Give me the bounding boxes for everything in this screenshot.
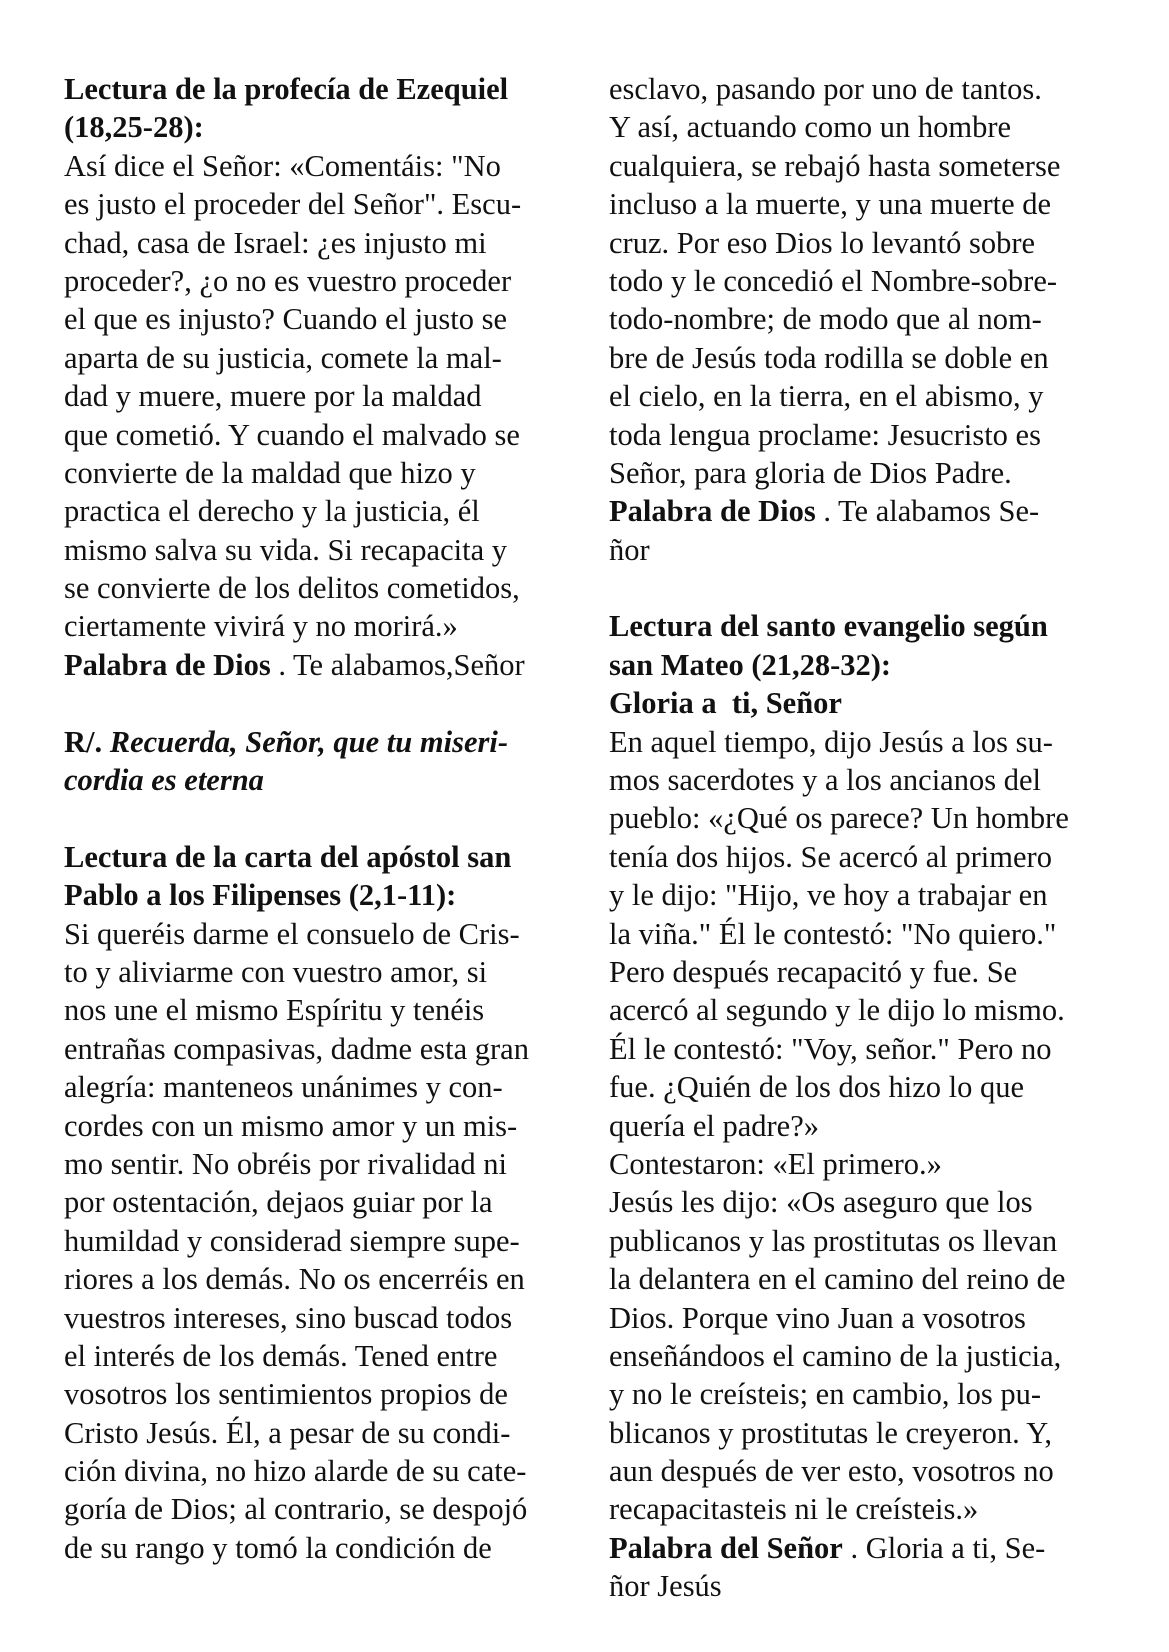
gospel-title-line: san Mateo (21,28-32): bbox=[609, 647, 892, 682]
gospel-body-line: tenía dos hijos. Se acercó al primero bbox=[609, 839, 1052, 874]
reading2-body-line: incluso a la muerte, y una muerte de bbox=[609, 187, 1052, 222]
reading1-body-line: el que es injusto? Cuando el justo se bbox=[64, 302, 508, 337]
reading2-body-line: Y así, actuando como un hombre bbox=[609, 110, 1012, 145]
reading1-body-line: se convierte de los delitos cometidos, bbox=[64, 571, 520, 606]
gospel-body-line: quería el padre?» bbox=[609, 1108, 819, 1143]
psalm-line bbox=[64, 761, 604, 799]
reading2-body-line: de su rango y tomó la condición de bbox=[64, 1530, 492, 1565]
left-column bbox=[64, 70, 604, 1567]
reading2-body-line: toda lengua proclame: Jesucristo es bbox=[609, 417, 1041, 452]
reading2-body-line: el interés de los demás. Tened entre bbox=[64, 1338, 498, 1373]
reading1-body-line: ciertamente vivirá y no morirá.» bbox=[64, 609, 458, 644]
reading1-title-line: Lectura de la profecía de Ezequiel bbox=[64, 72, 509, 106]
gospel-body-line: acercó al segundo y le dijo lo mismo. bbox=[609, 993, 1065, 1028]
gospel-body-line: fue. ¿Quién de los dos hizo lo que bbox=[609, 1070, 1025, 1105]
gospel-body-line: publicanos y las prostitutas os llevan bbox=[609, 1223, 1058, 1258]
reading2-body-line: to y aliviarme con vuestro amor, si bbox=[64, 954, 488, 989]
reading2-body-line: ción divina, no hizo alarde de su cate- bbox=[64, 1454, 527, 1489]
reading2-closing-line2: ñor bbox=[609, 532, 650, 567]
reading2-body-line: por ostentación, dejaos guiar por la bbox=[64, 1185, 493, 1220]
gospel-body-line: Contestaron: «El primero.» bbox=[609, 1146, 942, 1181]
reading1-body-line: proceder?, ¿o no es vuestro proceder bbox=[64, 263, 512, 298]
gospel-body-line: Jesús les dijo: «Os aseguro que los bbox=[609, 1185, 1033, 1220]
spacer bbox=[64, 799, 604, 837]
reading1-body-line: dad y muere, muere por la maldad bbox=[64, 379, 482, 414]
psalm-text: Recuerda, Señor, que tu miseri- bbox=[102, 724, 508, 759]
reading2-body-line: todo-nombre; de modo que al nom- bbox=[609, 302, 1042, 337]
reading1-body-line: mismo salva su vida. Si recapacita y bbox=[64, 532, 507, 567]
reading1-closing bbox=[64, 646, 604, 684]
gospel-body-line: aun después de ver esto, vosotros no bbox=[609, 1454, 1054, 1489]
reading2 bbox=[64, 838, 604, 1567]
spacer bbox=[64, 684, 604, 722]
reading1-title-line: (18,25-28): bbox=[64, 110, 204, 145]
reading2-body-line: goría de Dios; al contrario, se despojó bbox=[64, 1492, 528, 1527]
psalm-prefix: R/. bbox=[64, 724, 103, 759]
reading2-body-line: nos une el mismo Espíritu y tenéis bbox=[64, 993, 485, 1028]
reading1-closing-bold: Palabra de Dios bbox=[64, 647, 271, 682]
reading2-body-line: alegría: manteneos unánimes y con- bbox=[64, 1070, 503, 1105]
reading2-body-line: todo y le concedió el Nombre-sobre- bbox=[609, 263, 1058, 298]
reading1-body-line: aparta de su justicia, comete la mal- bbox=[64, 340, 502, 375]
gospel-body-line: Dios. Porque vino Juan a vosotros bbox=[609, 1300, 1026, 1335]
gospel-body-line: blicanos y prostitutas le creyeron. Y, bbox=[609, 1415, 1052, 1450]
reading2-body-line: humildad y considerad siempre supe- bbox=[64, 1223, 520, 1258]
reading2-body-line: mo sentir. No obréis por rivalidad ni bbox=[64, 1146, 508, 1181]
gospel-closing-bold: Palabra del Señor bbox=[609, 1530, 843, 1565]
gospel-body-line: En aquel tiempo, dijo Jesús a los su- bbox=[609, 724, 1053, 759]
reading2-body-line: el cielo, en la tierra, en el abismo, y bbox=[609, 379, 1044, 414]
gospel-closing-line2: ñor Jesús bbox=[609, 1569, 722, 1604]
gospel-body-line: y no le creísteis; en cambio, los pu- bbox=[609, 1377, 1041, 1412]
reading2-closing bbox=[609, 492, 1124, 530]
gospel-body-line: mos sacerdotes y a los ancianos del bbox=[609, 763, 1041, 798]
gospel-acclamation: Gloria a ti, Señor bbox=[609, 686, 842, 721]
reading2-body-line: cordes con un mismo amor y un mis- bbox=[64, 1108, 518, 1143]
reading2-body-line: vuestros intereses, sino buscad todos bbox=[64, 1300, 513, 1335]
reading1-body-line: que cometió. Y cuando el malvado se bbox=[64, 417, 520, 452]
reading2-body-line: esclavo, pasando por uno de tantos. bbox=[609, 72, 1042, 106]
reading2-body-line: cualquiera, se rebajó hasta someterse bbox=[609, 148, 1061, 183]
gospel-body-line: Él le contestó: "Voy, señor." Pero no bbox=[609, 1031, 1052, 1066]
gospel-body-line: la delantera en el camino del reino de bbox=[609, 1262, 1066, 1297]
reading2-closing-response: . Te alabamos Se- bbox=[815, 494, 1040, 529]
reading1-body-line: es justo el proceder del Señor". Escu- bbox=[64, 187, 522, 222]
gospel-closing bbox=[609, 1529, 1124, 1567]
reading1-body-line: Así dice el Señor: «Comentáis: "No bbox=[64, 148, 501, 183]
reading2-body-line: Si queréis darme el consuelo de Cris- bbox=[64, 916, 520, 951]
gospel-body-line: enseñándoos el camino de la justicia, bbox=[609, 1338, 1062, 1373]
reading1-closing-response: . Te alabamos,Señor bbox=[270, 647, 525, 682]
reading2-body-line: bre de Jesús toda rodilla se doble en bbox=[609, 340, 1049, 375]
psalm-line bbox=[64, 723, 604, 761]
psalm-response bbox=[64, 723, 604, 800]
psalm-text: cordia es eterna bbox=[64, 763, 264, 798]
reading2-title-line: Pablo a los Filipenses (2,1-11): bbox=[64, 878, 457, 913]
reading1 bbox=[64, 70, 604, 684]
right-column bbox=[609, 70, 1124, 1606]
spacer bbox=[609, 569, 1124, 607]
reading2-body-line: Señor, para gloria de Dios Padre. bbox=[609, 455, 1012, 490]
gospel-body-line: y le dijo: "Hijo, ve hoy a trabajar en bbox=[609, 878, 1048, 913]
gospel-closing-response: . Gloria a ti, Se- bbox=[842, 1530, 1046, 1565]
reading2-body-line: entrañas compasivas, dadme esta gran bbox=[64, 1031, 529, 1066]
reading1-body-line: practica el derecho y la justicia, él bbox=[64, 494, 480, 529]
reading2-body-line: vosotros los sentimientos propios de bbox=[64, 1377, 508, 1412]
gospel-body-line: Pero después recapacitó y fue. Se bbox=[609, 954, 1018, 989]
reading1-body-line: convierte de la maldad que hizo y bbox=[64, 455, 476, 490]
reading2-body-line: riores a los demás. No os encerréis en bbox=[64, 1262, 525, 1297]
reading2-title-line: Lectura de la carta del apóstol san bbox=[64, 839, 512, 874]
reading2-closing-bold: Palabra de Dios bbox=[609, 494, 816, 529]
gospel bbox=[609, 607, 1124, 1605]
gospel-body-line: recapacitasteis ni le creísteis.» bbox=[609, 1492, 979, 1527]
gospel-title-line: Lectura del santo evangelio según bbox=[609, 609, 1048, 644]
gospel-body-line: la viña." Él le contestó: "No quiero." bbox=[609, 916, 1057, 951]
gospel-body-line: pueblo: «¿Qué os parece? Un hombre bbox=[609, 801, 1069, 836]
reading2-body-line: cruz. Por eso Dios lo levantó sobre bbox=[609, 225, 1036, 260]
reading1-body-line: chad, casa de Israel: ¿es injusto mi bbox=[64, 225, 487, 260]
reading2-continued bbox=[609, 70, 1124, 569]
reading2-body-line: Cristo Jesús. Él, a pesar de su condi- bbox=[64, 1415, 511, 1450]
